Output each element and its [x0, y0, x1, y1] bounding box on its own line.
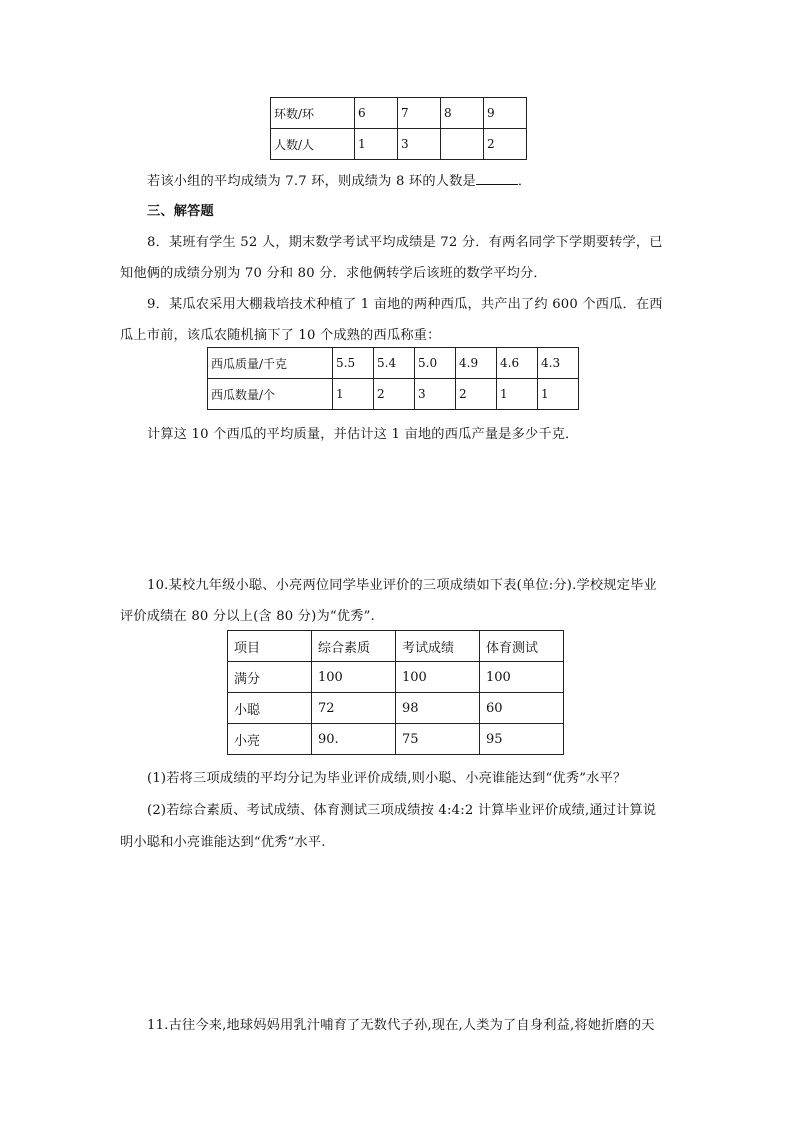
question-8-line: 8．某班有学生 52 人，期末数学考试平均成绩是 72 分．有两名同学下学期要转学，已 — [147, 235, 663, 250]
table-cell: 满分 — [228, 662, 312, 693]
question-10-line: 评价成绩在 80 分以上(含 80 分)为“优秀”. — [120, 609, 375, 624]
table-row — [228, 693, 564, 724]
table-cell: 9 — [484, 98, 527, 129]
question-7-text-a: 若该小组的平均成绩为 7.7 环，则成绩为 8 环的人数是 — [147, 174, 476, 189]
table-cell: 西瓜数量/个 — [208, 379, 333, 410]
question-10-line: 10.某校九年级小聪、小亮两位同学毕业评价的三项成绩如下表(单位:分).学校规定毕业 — [147, 578, 657, 593]
table-cell: 4.3 — [538, 348, 579, 379]
table-cell: 6 — [355, 98, 398, 129]
table-row — [228, 724, 564, 755]
table-cell: 体育测试 — [480, 631, 564, 662]
section-title: 三、解答题 — [147, 204, 214, 219]
scores-table — [227, 630, 564, 755]
table-cell: 3 — [398, 129, 441, 160]
table-cell: 5.0 — [415, 348, 456, 379]
question-7-text — [147, 170, 531, 189]
question-10-sub2-line: 明小聪和小亮谁能达到“优秀”水平. — [120, 835, 326, 850]
table-cell: 8 — [441, 98, 484, 129]
table-cell: 100 — [396, 662, 480, 693]
table-cell: 60 — [480, 693, 564, 724]
table-cell: 2 — [374, 379, 415, 410]
rings-table — [270, 97, 527, 160]
question-11-line: 11.古往今来,地球妈妈用乳汁哺育了无数代子孙,现在,人类为了自身利益,将她折磨的天 — [147, 1018, 655, 1033]
table-cell: 75 — [396, 724, 480, 755]
question-10-sub2-line: (2)若综合素质、考试成绩、体育测试三项成绩按 4:4:2 计算毕业评价成绩,通过计算说 — [147, 803, 657, 818]
table-row — [208, 348, 579, 379]
table-cell: 1 — [497, 379, 538, 410]
table-cell: 90. — [312, 724, 396, 755]
table-cell: 2 — [484, 129, 527, 160]
table-cell: 100 — [480, 662, 564, 693]
question-10-sub1: (1)若将三项成绩的平均分记为毕业评价成绩,则小聪、小亮谁能达到“优秀”水平？ — [147, 771, 627, 786]
table-row — [271, 129, 527, 160]
table-cell: 考试成绩 — [396, 631, 480, 662]
table-cell: 环数/环 — [271, 98, 355, 129]
table-cell: 4.9 — [456, 348, 497, 379]
table-cell: 7 — [398, 98, 441, 129]
table-row — [208, 379, 579, 410]
table-cell: 5.5 — [333, 348, 374, 379]
table-cell: 人数/人 — [271, 129, 355, 160]
table-cell: 小亮 — [228, 724, 312, 755]
table-cell: 3 — [415, 379, 456, 410]
table-cell: 95 — [480, 724, 564, 755]
question-9-line: 计算这 10 个西瓜的平均质量，并估计这 1 亩地的西瓜产量是多少千克． — [147, 427, 579, 442]
table-cell: 2 — [456, 379, 497, 410]
table-row — [228, 662, 564, 693]
question-7-text-b: ． — [517, 174, 532, 189]
table-cell: 4.6 — [497, 348, 538, 379]
table-cell: 小聪 — [228, 693, 312, 724]
table-row — [228, 631, 564, 662]
table-cell — [441, 129, 484, 160]
melons-table — [207, 347, 579, 410]
table-cell: 1 — [538, 379, 579, 410]
answer-blank — [476, 171, 518, 185]
table-cell: 5.4 — [374, 348, 415, 379]
table-cell: 项目 — [228, 631, 312, 662]
table-cell: 综合素质 — [312, 631, 396, 662]
table-cell: 100 — [312, 662, 396, 693]
table-cell: 72 — [312, 693, 396, 724]
table-cell: 西瓜质量/千克 — [208, 348, 333, 379]
table-cell: 1 — [355, 129, 398, 160]
question-9-line: 瓜上市前，该瓜农随机摘下了 10 个成熟的西瓜称重： — [120, 328, 441, 343]
table-row — [271, 98, 527, 129]
question-8-line: 知他俩的成绩分别为 70 分和 80 分．求他俩转学后该班的数学平均分． — [120, 266, 547, 281]
table-cell: 98 — [396, 693, 480, 724]
question-9-line: 9．某瓜农采用大棚栽培技术种植了 1 亩地的两种西瓜，共产出了约 600 个西瓜．在西 — [147, 297, 663, 312]
table-cell: 1 — [333, 379, 374, 410]
